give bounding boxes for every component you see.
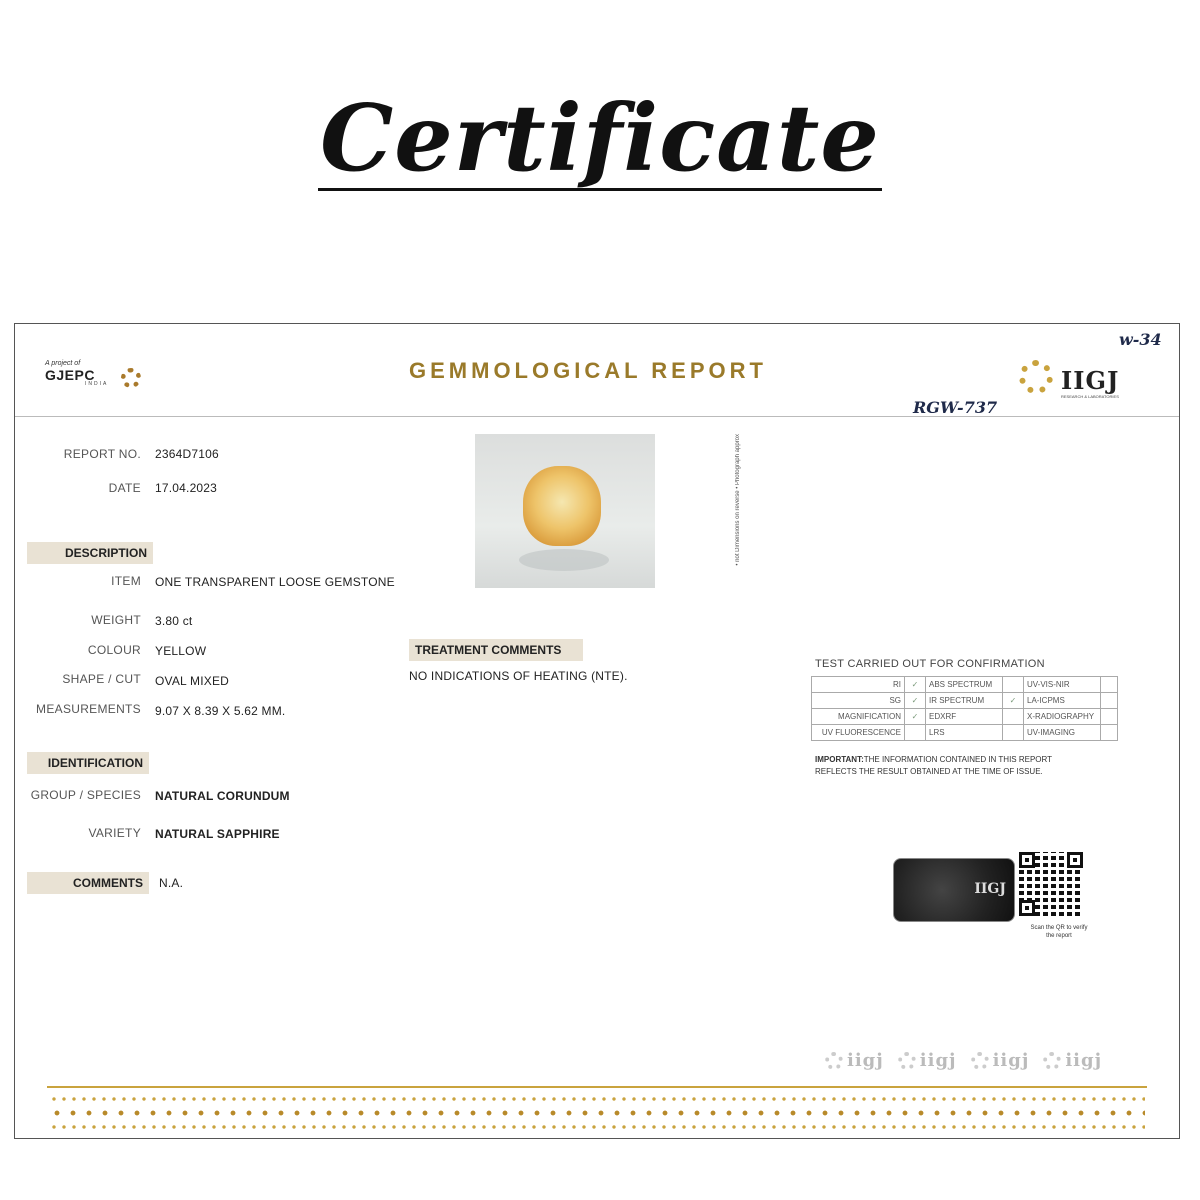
gjepc-name: GJEPC	[45, 367, 95, 383]
test-cell: LA-ICPMS	[1024, 693, 1101, 709]
group-value: NATURAL CORUNDUM	[155, 789, 290, 803]
iigj-sub: RESEARCH & LABORATORIES	[1061, 394, 1119, 399]
test-cell: ABS SPECTRUM	[926, 677, 1003, 693]
gjepc-emblem-icon	[121, 368, 141, 388]
tests-table	[811, 676, 1118, 741]
comments-value: N.A.	[159, 876, 184, 890]
gold-dot-row	[49, 1094, 1145, 1104]
date-label: DATE	[108, 481, 141, 495]
measurements-value: 9.07 X 8.39 X 5.62 MM.	[155, 704, 286, 718]
hologram-text: IIGJ	[974, 881, 1006, 897]
test-cell: UV-VIS-NIR	[1024, 677, 1101, 693]
check-icon: ✓	[905, 693, 926, 709]
gold-dot-row	[49, 1108, 1145, 1118]
iigj-burst-icon	[1019, 360, 1053, 394]
test-cell: MAGNIFICATION	[812, 709, 905, 725]
watermark-burst-icon	[971, 1052, 989, 1070]
variety-label: VARIETY	[88, 826, 141, 840]
test-cell-empty	[1101, 709, 1118, 725]
check-icon	[1003, 677, 1024, 693]
check-icon: ✓	[1003, 693, 1024, 709]
colour-label: COLOUR	[87, 643, 141, 657]
hologram-sticker	[893, 858, 1015, 922]
test-cell: SG	[812, 693, 905, 709]
treatment-value: NO INDICATIONS OF HEATING (NTE).	[409, 669, 628, 683]
test-cell-empty	[1101, 693, 1118, 709]
test-cell: LRS	[926, 725, 1003, 741]
report-no-label: REPORT NO.	[63, 447, 141, 461]
colour-value: YELLOW	[155, 644, 207, 658]
table-row	[812, 725, 1118, 741]
handwritten-top-right: w-34	[1119, 330, 1162, 349]
table-row	[812, 693, 1118, 709]
item-value: ONE TRANSPARENT LOOSE GEMSTONE	[155, 575, 395, 589]
date-value: 17.04.2023	[155, 481, 218, 495]
watermark-text: iigj	[992, 1050, 1030, 1071]
comments-heading: COMMENTS	[27, 872, 149, 894]
item-label: ITEM	[111, 574, 141, 588]
photo-note: • not Dimensions on reverse • Photograph approx	[735, 434, 741, 566]
important-note	[815, 754, 1085, 778]
check-icon	[905, 725, 926, 741]
measurements-label: MEASUREMENTS	[36, 702, 141, 716]
watermark-logo	[1043, 1050, 1102, 1071]
table-row	[812, 709, 1118, 725]
variety-value: NATURAL SAPPHIRE	[155, 827, 280, 841]
shape-value: OVAL MIXED	[155, 674, 230, 688]
gold-dot-row	[49, 1122, 1145, 1132]
gjepc-sub: INDIA	[85, 381, 109, 387]
iigj-name: IIGJ	[1061, 366, 1120, 395]
test-cell: X-RADIOGRAPHY	[1024, 709, 1101, 725]
scan-instruction: Scan the QR to verify the report	[1030, 925, 1088, 939]
gemstone-photo	[475, 434, 655, 588]
gemstone-image	[523, 466, 601, 546]
watermark-logo	[825, 1050, 884, 1071]
page-title-wrap	[0, 84, 1200, 192]
group-label: GROUP / SPECIES	[30, 788, 141, 802]
gemstone-reflection	[519, 549, 609, 571]
header-divider	[15, 416, 1179, 417]
weight-value: 3.80 ct	[155, 614, 193, 628]
watermark-row	[825, 1050, 1102, 1071]
watermark-text: iigj	[847, 1050, 884, 1071]
watermark-logo	[971, 1050, 1030, 1071]
table-row	[812, 677, 1118, 693]
treatment-heading: TREATMENT COMMENTS	[409, 639, 583, 661]
weight-label: WEIGHT	[91, 613, 141, 627]
watermark-burst-icon	[898, 1052, 916, 1070]
page-title: Certificate	[320, 84, 880, 192]
important-label: IMPORTANT:	[815, 755, 864, 764]
watermark-text: iigj	[1065, 1050, 1103, 1071]
shape-label: SHAPE / CUT	[62, 672, 141, 686]
watermark-text: iigj	[919, 1050, 957, 1071]
report-no-value: 2364D7106	[155, 447, 219, 461]
test-cell: RI	[812, 677, 905, 693]
test-cell-empty	[1101, 725, 1118, 741]
gold-divider	[47, 1086, 1147, 1088]
watermark-burst-icon	[825, 1052, 843, 1070]
report-title: GEMMOLOGICAL REPORT	[409, 358, 767, 383]
qr-finder	[1019, 852, 1035, 868]
qr-finder	[1067, 852, 1083, 868]
qr-code[interactable]	[1019, 852, 1083, 916]
test-cell: UV FLUORESCENCE	[812, 725, 905, 741]
check-icon	[1003, 725, 1024, 741]
test-cell: IR SPECTRUM	[926, 693, 1003, 709]
watermark-burst-icon	[1043, 1052, 1061, 1070]
handwritten-ref: RGW-737	[913, 398, 998, 417]
qr-finder	[1019, 900, 1035, 916]
test-cell: UV-IMAGING	[1024, 725, 1101, 741]
identification-heading: IDENTIFICATION	[27, 752, 149, 774]
description-heading: DESCRIPTION	[27, 542, 153, 564]
important-text: THE INFORMATION CONTAINED IN THIS REPORT REFLECTS THE RESULT OBTAINED AT THE TIME OF ISSUE.	[815, 755, 1052, 776]
check-icon: ✓	[905, 677, 926, 693]
check-icon: ✓	[905, 709, 926, 725]
watermark-logo	[898, 1050, 957, 1071]
gjepc-logo	[45, 360, 108, 387]
gjepc-project-of: A project of	[45, 360, 81, 367]
report-card	[14, 323, 1180, 1139]
tests-title: TEST CARRIED OUT FOR CONFIRMATION	[815, 658, 1045, 670]
test-cell: EDXRF	[926, 709, 1003, 725]
test-cell-empty	[1101, 677, 1118, 693]
check-icon	[1003, 709, 1024, 725]
